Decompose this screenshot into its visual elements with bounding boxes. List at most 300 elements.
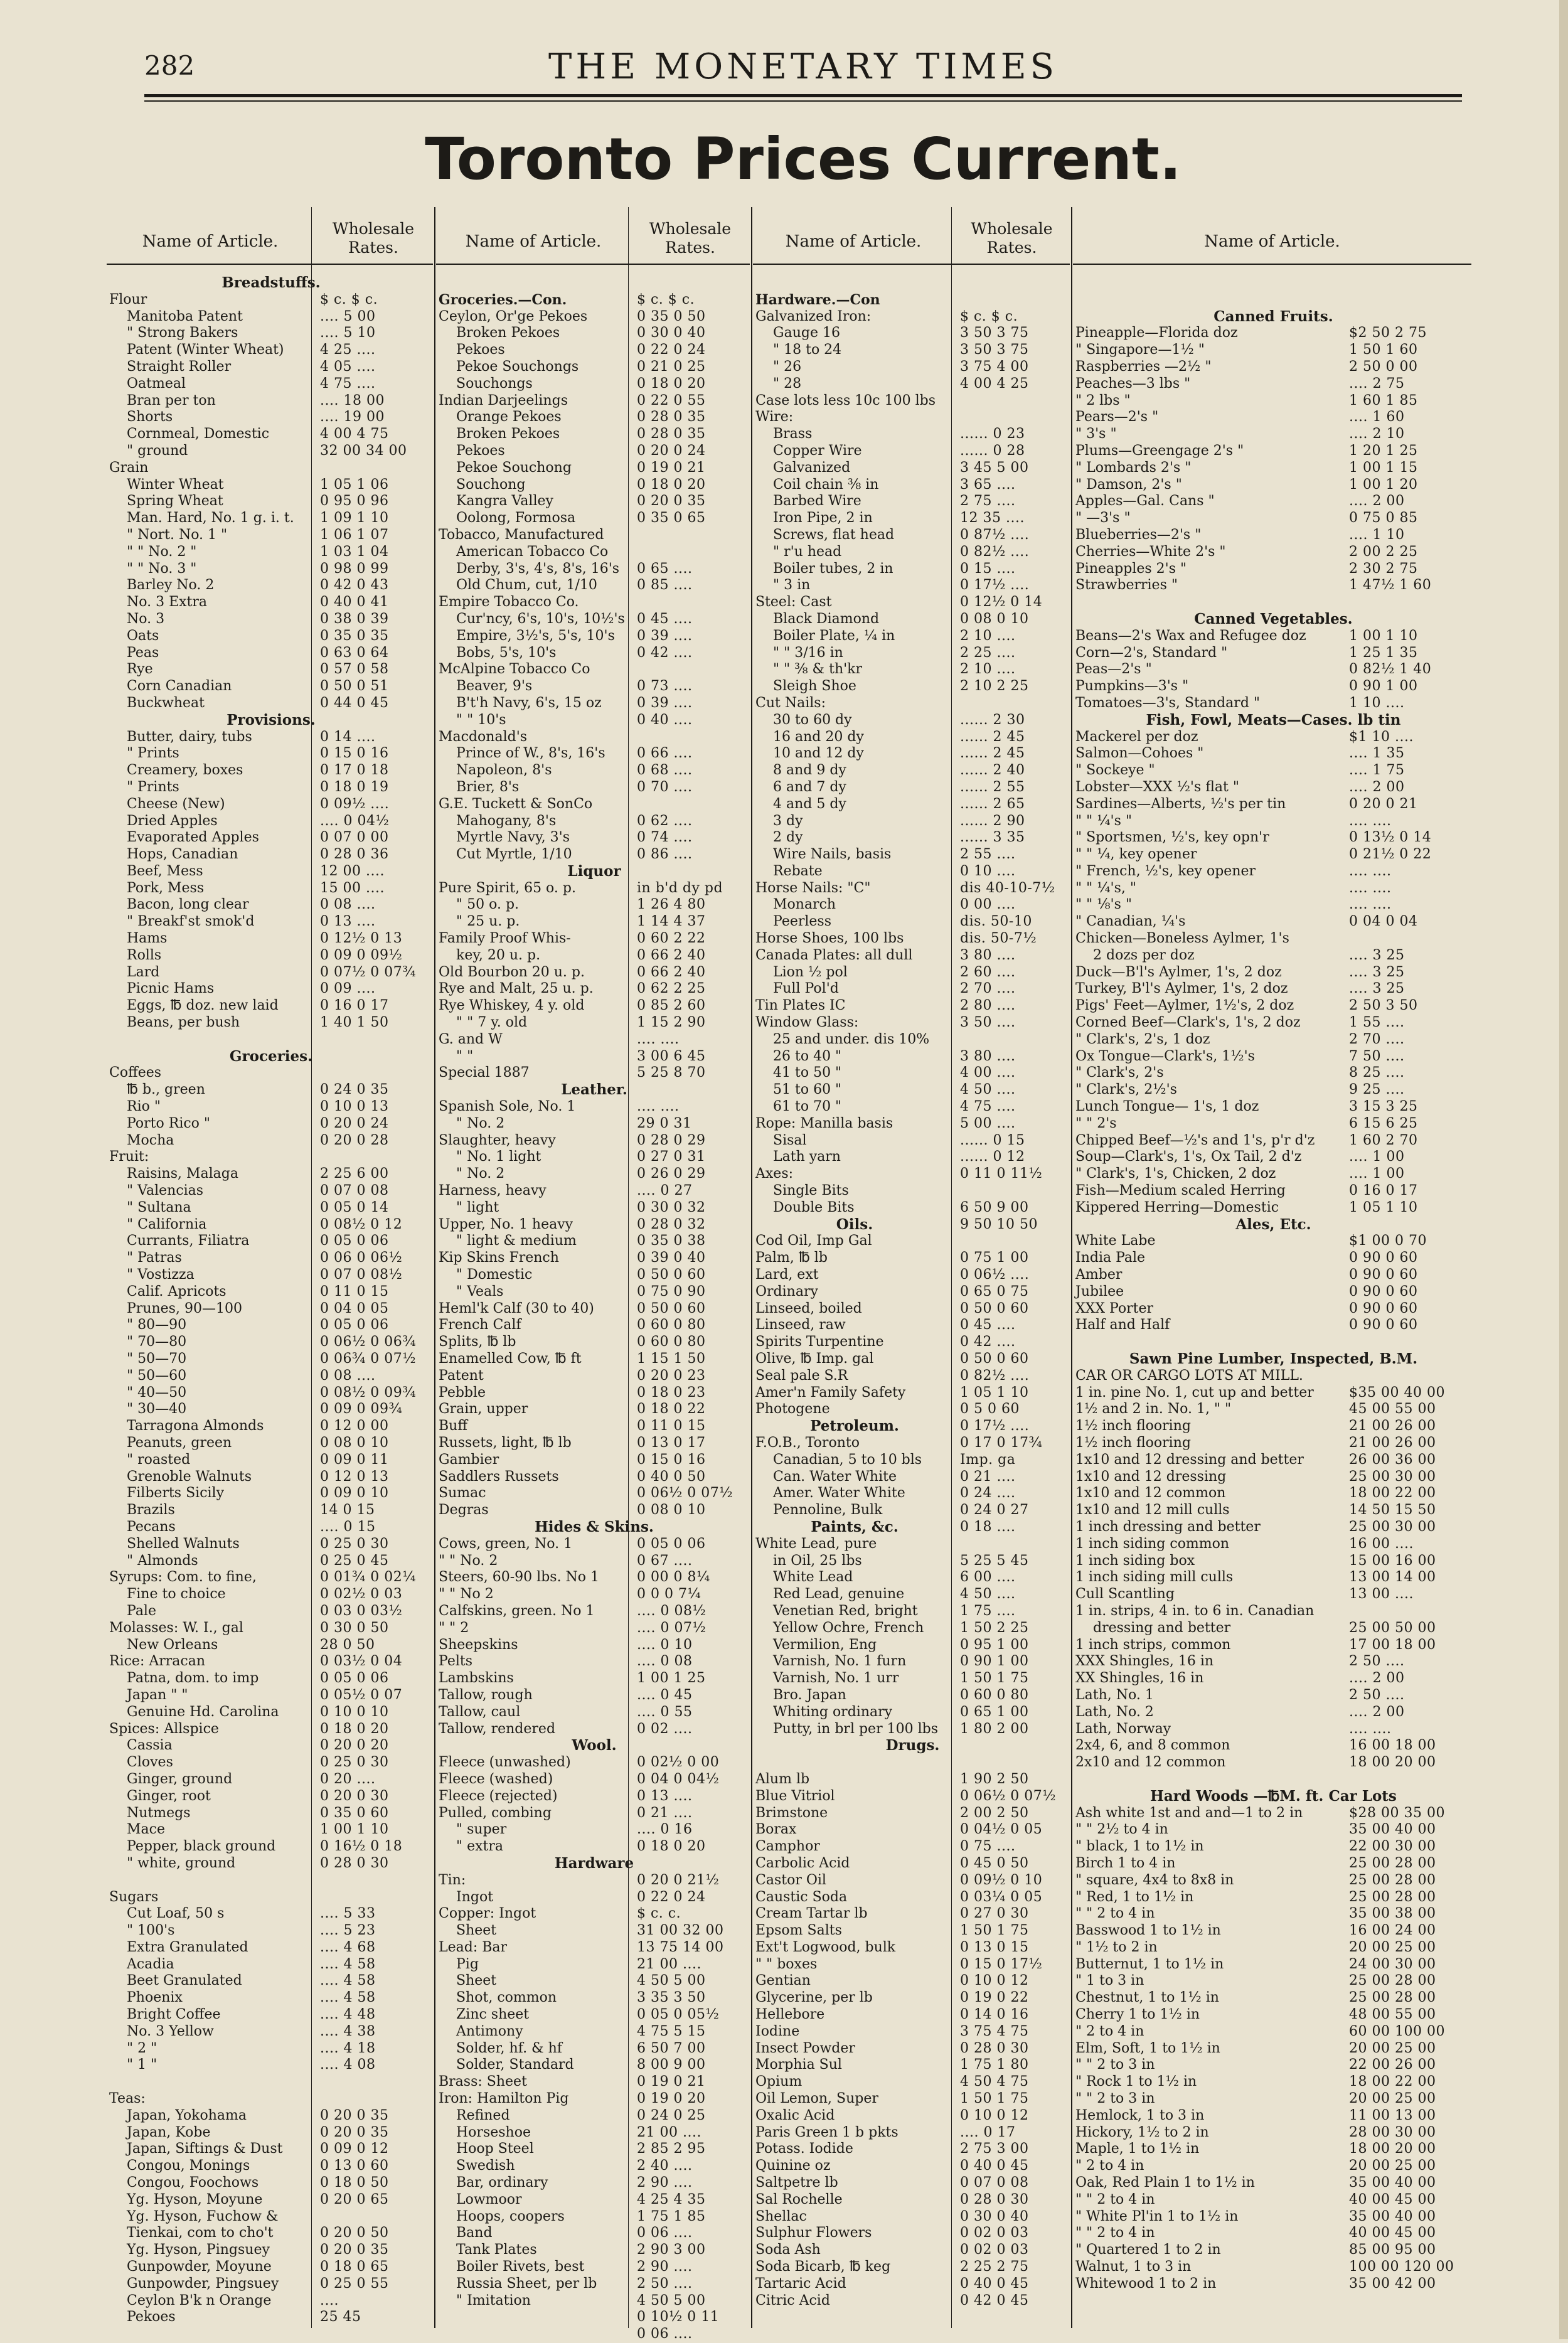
wholesale-rate: .... 0 55 [637,1704,693,1720]
wholesale-rate: .... 4 18 [320,2040,376,2056]
price-row [436,1754,750,1771]
wholesale-rate: 0 28 0 30 [320,1855,389,1871]
price-row [753,611,1070,628]
wholesale-rate: 0 18 0 20 [637,1839,706,1855]
wholesale-rate: .... 1 00 [1349,1166,1405,1182]
column-header-name: Name of Article. [785,232,922,251]
price-row [107,678,433,695]
price-row [1073,1233,1471,1250]
price-row [753,376,1070,393]
price-row [753,1116,1070,1133]
wholesale-rate: 0 13 0 17 [637,1434,706,1451]
price-row [107,1418,433,1435]
article-name: Kippered Herring—Domestic [1075,1199,1279,1215]
wholesale-rate: 4 25 .... [320,342,376,358]
wholesale-rate: .... 1 60 [1349,409,1405,425]
article-name: Steers, 60-90 lbs. No 1 [439,1569,600,1586]
article-name: Blueberries—2's " [1075,526,1202,543]
wholesale-rate: 0 10½ 0 11 [637,2309,720,2325]
article-name: Tallow, caul [439,1704,521,1720]
price-row [436,510,750,527]
wholesale-rate: 0 20 0 35 [320,2242,389,2258]
wholesale-rate: 0 10 0 13 [320,1099,389,1115]
price-row [107,594,433,611]
article-name: " " ¼'s, " [1075,880,1136,896]
wholesale-rate: 0 28 0 35 [637,426,706,442]
price-row [753,309,1070,326]
article-name: " " 3/16 in [773,644,843,661]
wholesale-rate [314,2091,433,2108]
price-row [1073,1973,1471,1990]
price-row [107,981,433,998]
price-row [1073,678,1471,695]
article-name: Shot, common [456,1990,557,2006]
wholesale-rate: 0 60 2 22 [637,931,706,947]
price-row [753,813,1070,830]
price-row [753,342,1070,359]
wholesale-rate: 0 68 .... [637,762,693,779]
wholesale-rate: 2 80 .... [960,998,1016,1014]
price-row [436,695,750,712]
article-name: Family Proof Whis- [439,931,571,947]
article-name: " " 2's [1075,1115,1117,1131]
price-row [107,1805,433,1822]
price-row [436,1839,750,1855]
wholesale-rate: 0 09 0 12 [320,2141,389,2157]
price-row [1073,745,1471,762]
price-row [107,1183,433,1200]
price-row [1073,2091,1471,2108]
price-row [753,1670,1070,1687]
wholesale-rate: 0 90 1 00 [960,1653,1029,1670]
price-row [436,1250,750,1267]
price-row [436,1233,750,1250]
price-row [753,1771,1070,1788]
price-row [753,1267,1070,1284]
price-row [753,577,1070,594]
wholesale-rate: 0 20 0 23 [637,1367,706,1384]
article-name: Full Pol'd [773,981,839,997]
wholesale-rate: 0 95 0 96 [320,493,389,510]
price-row [436,628,750,645]
wholesale-rate: 0 24 0 27 [960,1502,1029,1518]
article-name: XXX Shingles, 16 in [1075,1653,1214,1670]
article-name: Olive, ℔ Imp. gal [755,1351,874,1367]
wholesale-rate: .... 2 00 [1349,493,1405,510]
article-name: Pekoes [456,342,505,358]
article-name: 2 dy [773,830,803,846]
article-name: 8 and 9 dy [773,762,846,779]
price-row [436,813,750,830]
article-name: Peas [127,644,159,661]
wholesale-rate: 0 39 .... [637,695,693,711]
wholesale-rate: 1 10 .... [1349,695,1405,711]
price-row [753,2276,1070,2293]
article-name: Duck—B'l's Aylmer, 1's, 2 doz [1075,964,1282,980]
wholesale-rate: 0 15 0 17½ [960,1956,1043,1972]
wholesale-rate: 0 11 0 15 [637,1418,706,1434]
wholesale-rate: 0 12 0 00 [320,1418,389,1434]
price-row [436,544,750,561]
wholesale-rate: 1 40 1 50 [320,1015,389,1031]
price-row [436,2125,750,2142]
price-row [753,2141,1070,2158]
wholesale-rate [954,695,1070,712]
wholesale-rate: 0 20 0 28 [320,1132,389,1148]
article-name: Hoops, coopers [456,2208,565,2224]
article-name: " No. 2 [456,1115,505,1131]
article-name: Rice: Arracan [109,1653,205,1670]
wholesale-rate: 0 28 0 35 [637,409,706,425]
wholesale-rate: 1 47½ 1 60 [1349,577,1432,594]
wholesale-rate: 4 75 .... [320,375,376,392]
article-name: Bobs, 5's, 10's [456,644,557,661]
article-name: Lambskins [439,1670,514,1687]
wholesale-rate: .... .... [1349,813,1392,829]
price-row [1073,1469,1471,1486]
wholesale-rate: 4 00 4 25 [960,375,1029,392]
wholesale-rate: .... .... [1349,1721,1392,1737]
article-name: B't'h Navy, 6's, 15 oz [456,695,602,711]
wholesale-rate: 7 50 .... [1349,1048,1405,1064]
price-row [436,745,750,762]
wholesale-rate: 0 10 0 12 [960,2107,1029,2123]
wholesale-rate: .... 5 10 [320,325,376,341]
article-name: 25 and under. dis 10% [773,1031,930,1047]
price-row [1073,931,1471,947]
price-row [1073,2158,1471,2175]
article-name: 1 inch dressing and better [1075,1518,1261,1535]
article-name: Fish—Medium scaled Herring [1075,1183,1286,1199]
wholesale-rate: 0 08½ 0 12 [320,1216,403,1232]
price-row [1073,1116,1471,1133]
price-row [1073,1754,1471,1771]
wholesale-rate: ...... 2 40 [960,762,1025,779]
wholesale-rate: 35 00 40 00 [1349,1822,1436,1838]
wholesale-rate: 0 20 0 50 [320,2225,389,2241]
wholesale-rate: 0 21 0 25 [637,358,706,375]
article-name: Pulled, combing [439,1805,552,1821]
article-name: " Red, 1 to 1½ in [1075,1889,1194,1905]
price-row [753,493,1070,510]
article-name: Maple, 1 to 1½ in [1075,2141,1200,2157]
price-row [436,393,750,410]
wholesale-rate: 17 00 18 00 [1349,1636,1436,1653]
article-name: Fine to choice [127,1586,226,1603]
wholesale-rate: dis. 50-10 [960,914,1032,930]
article-name: " Sportsmen, ½'s, key opn'r [1075,830,1269,846]
price-row [1073,1065,1471,1082]
price-row [1073,1015,1471,1032]
article-name: Calfskins, green. No 1 [439,1603,595,1619]
price-row [107,1603,433,1620]
wholesale-rate: 0 07 0 08½ [320,1267,403,1283]
article-name: Coil chain ⅜ in [773,476,879,493]
price-row [436,1401,750,1418]
article-name: " " No. 2 " [127,543,197,560]
article-name: Broken Pekoes [456,325,560,341]
article-name: Syrups: Com. to fine, [109,1569,257,1586]
wholesale-rate: 28 0 50 [320,1636,375,1653]
article-name: XX Shingles, 16 in [1075,1670,1204,1687]
wholesale-rate: 0 65 0 75 [960,1283,1029,1300]
price-row [1073,796,1471,813]
article-name: Pekoes [127,2309,176,2325]
wholesale-rate: 1 26 4 80 [637,897,706,913]
price-row [753,2242,1070,2259]
price-row [436,2293,750,2310]
article-name: Empire, 3½'s, 5's, 10's [456,627,615,644]
price-row [107,1166,433,1183]
article-name: Pelts [439,1653,473,1670]
wholesale-rate: 0 10 0 12 [960,1973,1029,1989]
wholesale-rate: 6 50 9 00 [960,1199,1029,1215]
article-name: 16 and 20 dy [773,729,864,745]
wholesale-rate: 0 00 0 8¼ [637,1569,710,1586]
wholesale-rate: 20 00 25 00 [1349,1939,1436,1955]
price-row [1073,1737,1471,1754]
row-spacer [1073,1334,1471,1351]
wholesale-rate: 0 06½ 0 06¾ [320,1334,417,1350]
row-spacer [753,1754,1070,1771]
price-row [1073,1301,1471,1318]
wholesale-rate: 0 98 0 99 [320,560,389,577]
article-name: Canadian, 5 to 10 bls [773,1451,922,1468]
wholesale-rate: 2 10 .... [960,627,1016,644]
article-name: " Clark's, 2's, 1 doz [1075,1031,1210,1047]
article-name: " " ¼, key opener [1075,846,1197,863]
wholesale-rate: 16 00 24 00 [1349,1923,1436,1939]
price-row [1073,2074,1471,2091]
price-row [1073,1704,1471,1721]
article-name: Souchong [456,476,526,493]
price-row [107,1015,433,1032]
article-name: Black Diamond [773,611,880,627]
price-row [1073,863,1471,880]
article-name: " " [456,1048,474,1064]
price-row [107,1082,433,1099]
article-name: " 70—80 [127,1334,187,1350]
article-name: " Damson, 2's " [1075,476,1182,493]
article-name: key, 20 u. p. [456,947,541,963]
price-row [107,1670,433,1687]
article-name: Tin Plates IC [755,998,846,1014]
price-row [1073,510,1471,527]
article-name: Half and Half [1075,1317,1170,1333]
price-row [1073,2007,1471,2024]
wholesale-rate: 0 50 0 60 [637,1300,706,1316]
article-name: Rio " [127,1099,161,1115]
article-name: Soup—Clark's, 1's, Ox Tail, 2 d'z [1075,1149,1302,1165]
wholesale-rate: 0 28 0 36 [320,846,389,863]
wholesale-rate: .... 3 25 [1349,964,1405,980]
article-name: Spices: Allspice [109,1721,219,1737]
article-name: Alum lb [755,1771,810,1787]
price-row [753,409,1070,426]
wholesale-rate: 2 00 2 25 [1349,543,1418,560]
price-row [436,2007,750,2024]
article-name: " 2 " [127,2040,157,2056]
wholesale-rate: 0 28 0 29 [637,1132,706,1148]
price-row [107,796,433,813]
wholesale-rate: 3 50 3 75 [960,342,1029,358]
article-name: Tarragona Almonds [127,1418,264,1434]
column-rows [1073,275,1471,2293]
article-name: Rolls [127,947,162,963]
article-name: Cut Myrtle, 1/10 [456,846,572,863]
price-row [436,1217,750,1234]
article-name: American Tobacco Co [456,543,609,560]
article-name: Glycerine, per lb [755,1990,873,2006]
article-name: Hard Woods —℔M. ft. Car Lots [1150,1788,1397,1805]
article-name: Tallow, rough [439,1687,533,1703]
article-name: Galvanized [773,459,851,476]
wholesale-rate: 5 25 5 45 [960,1552,1029,1569]
article-name: Acadia [127,1956,174,1972]
article-name: French Calf [439,1317,521,1333]
price-row [1073,1603,1471,1620]
price-row [107,2225,433,2242]
article-name: Russets, light, ℔ lb [439,1434,572,1451]
article-name: Japan, Yokohama [127,2107,247,2123]
price-row [436,2242,750,2259]
wholesale-rate: 12 00 .... [320,863,385,879]
article-name: " r'u head [773,543,842,560]
article-name: " Domestic [456,1267,533,1283]
article-name: Pears—2's " [1075,409,1159,425]
price-row [436,1973,750,1990]
wholesale-rate: .... 2 00 [1349,779,1405,795]
column-separator [1071,207,1072,2328]
price-row [1073,914,1471,931]
wholesale-rate [631,661,750,678]
article-name: Enamelled Cow, ℔ ft [439,1351,582,1367]
wholesale-rate: 0 20 0 20 [320,1737,389,1754]
wholesale-rate: 0 05 0 06 [320,1317,389,1333]
price-row [1073,1956,1471,1973]
wholesale-rate: 0 19 0 21 [637,459,706,476]
wholesale-rate: .... 4 38 [320,2023,376,2039]
price-row [436,1923,750,1940]
price-row [1073,880,1471,897]
wholesale-rate: 0 35 0 60 [320,1805,389,1821]
article-name: Myrtle Navy, 3's [456,830,570,846]
article-name: 1½ inch flooring [1075,1418,1191,1434]
price-row [753,1889,1070,1906]
price-column-2 [436,207,750,2342]
row-spacer [1073,1771,1471,1788]
article-name: Yg. Hyson, Pingsuey [127,2242,270,2258]
price-row [107,292,433,309]
article-name: Pepper, black ground [127,1839,276,1855]
price-row [753,1284,1070,1301]
wholesale-rate: 28 00 30 00 [1349,2124,1436,2140]
article-name: Cloves [127,1754,173,1771]
article-name: Hides & Skins. [535,1518,654,1535]
price-row [436,947,750,964]
wholesale-rate: 0 60 0 80 [637,1317,706,1333]
article-name: Sheet [456,1973,497,1989]
price-row [436,678,750,695]
article-name: White Lead, pure [755,1535,877,1552]
price-row [1073,1872,1471,1889]
wholesale-rate: 45 00 55 00 [1349,1401,1436,1417]
wholesale-rate: 25 00 30 00 [1349,1468,1436,1485]
wholesale-rate: 31 00 32 00 [637,1923,724,1939]
price-row [107,443,433,460]
article-name: Corned Beef—Clark's, 1's, 2 doz [1075,1015,1301,1031]
price-row [436,359,750,376]
price-row [753,477,1070,494]
price-row [436,1065,750,1082]
price-row [436,1351,750,1368]
article-name: Fruit: [109,1149,149,1165]
article-name: Molasses: W. I., gal [109,1620,243,1636]
wholesale-rate: 0 50 0 60 [960,1300,1029,1316]
price-row [107,460,433,477]
wholesale-rate: 0 65 .... [637,560,693,577]
column-header-rule [107,264,433,265]
article-name: Window Glass: [755,1015,859,1031]
wholesale-rate: .... 4 68 [320,1939,376,1955]
article-name: Cull Scantling [1075,1586,1175,1603]
article-name: Teas: [109,2091,146,2107]
wholesale-rate: ...... 2 45 [960,729,1025,745]
article-name: " " 2 to 3 in [1075,2091,1155,2107]
article-name: Double Bits [773,1199,855,1215]
article-name: Lard, ext [755,1267,819,1283]
article-name: Hams [127,931,168,947]
wholesale-rate [954,292,1070,309]
price-row [107,1435,433,1452]
price-row [753,1469,1070,1486]
article-name: Pineapple—Florida doz [1075,325,1238,341]
article-name: 10 and 12 dy [773,745,864,762]
header-rule [144,94,1462,97]
article-name: " Veals [456,1283,504,1300]
price-row [1073,2108,1471,2125]
article-name: Pekoes [456,442,505,459]
wholesale-rate: 24 00 30 00 [1349,1956,1436,1972]
article-name: Cur'ncy, 6's, 10's, 10½'s [456,611,625,627]
price-row [1073,2057,1471,2074]
price-row [436,1906,750,1923]
price-row [107,426,433,443]
price-row [753,1200,1070,1217]
wholesale-rate: 4 00 4 75 [320,426,389,442]
price-row [1073,2209,1471,2226]
wholesale-rate: 1 55 .... [1349,1015,1405,1031]
price-row [1073,2024,1471,2041]
price-row [436,779,750,796]
article-name: Cut Nails: [755,695,826,711]
price-row [753,2057,1070,2074]
wholesale-rate: .... 0 45 [637,1687,693,1703]
price-row [436,477,750,494]
wholesale-rate: 0 28 0 30 [960,2040,1029,2056]
wholesale-rate: 3 45 5 00 [960,459,1029,476]
wholesale-rate: 0 70 .... [637,779,693,795]
wholesale-rate: 11 00 13 00 [1349,2107,1436,2123]
article-name: Chipped Beef—½'s and 1's, p'r d'z [1075,1132,1315,1148]
price-row [753,1015,1070,1032]
price-row [436,1317,750,1334]
price-row [1073,1032,1471,1049]
article-name: Mace [127,1822,165,1838]
column-rows [107,275,433,2326]
wholesale-rate: 0 0 0 7¼ [637,1586,701,1603]
price-row [1073,628,1471,645]
